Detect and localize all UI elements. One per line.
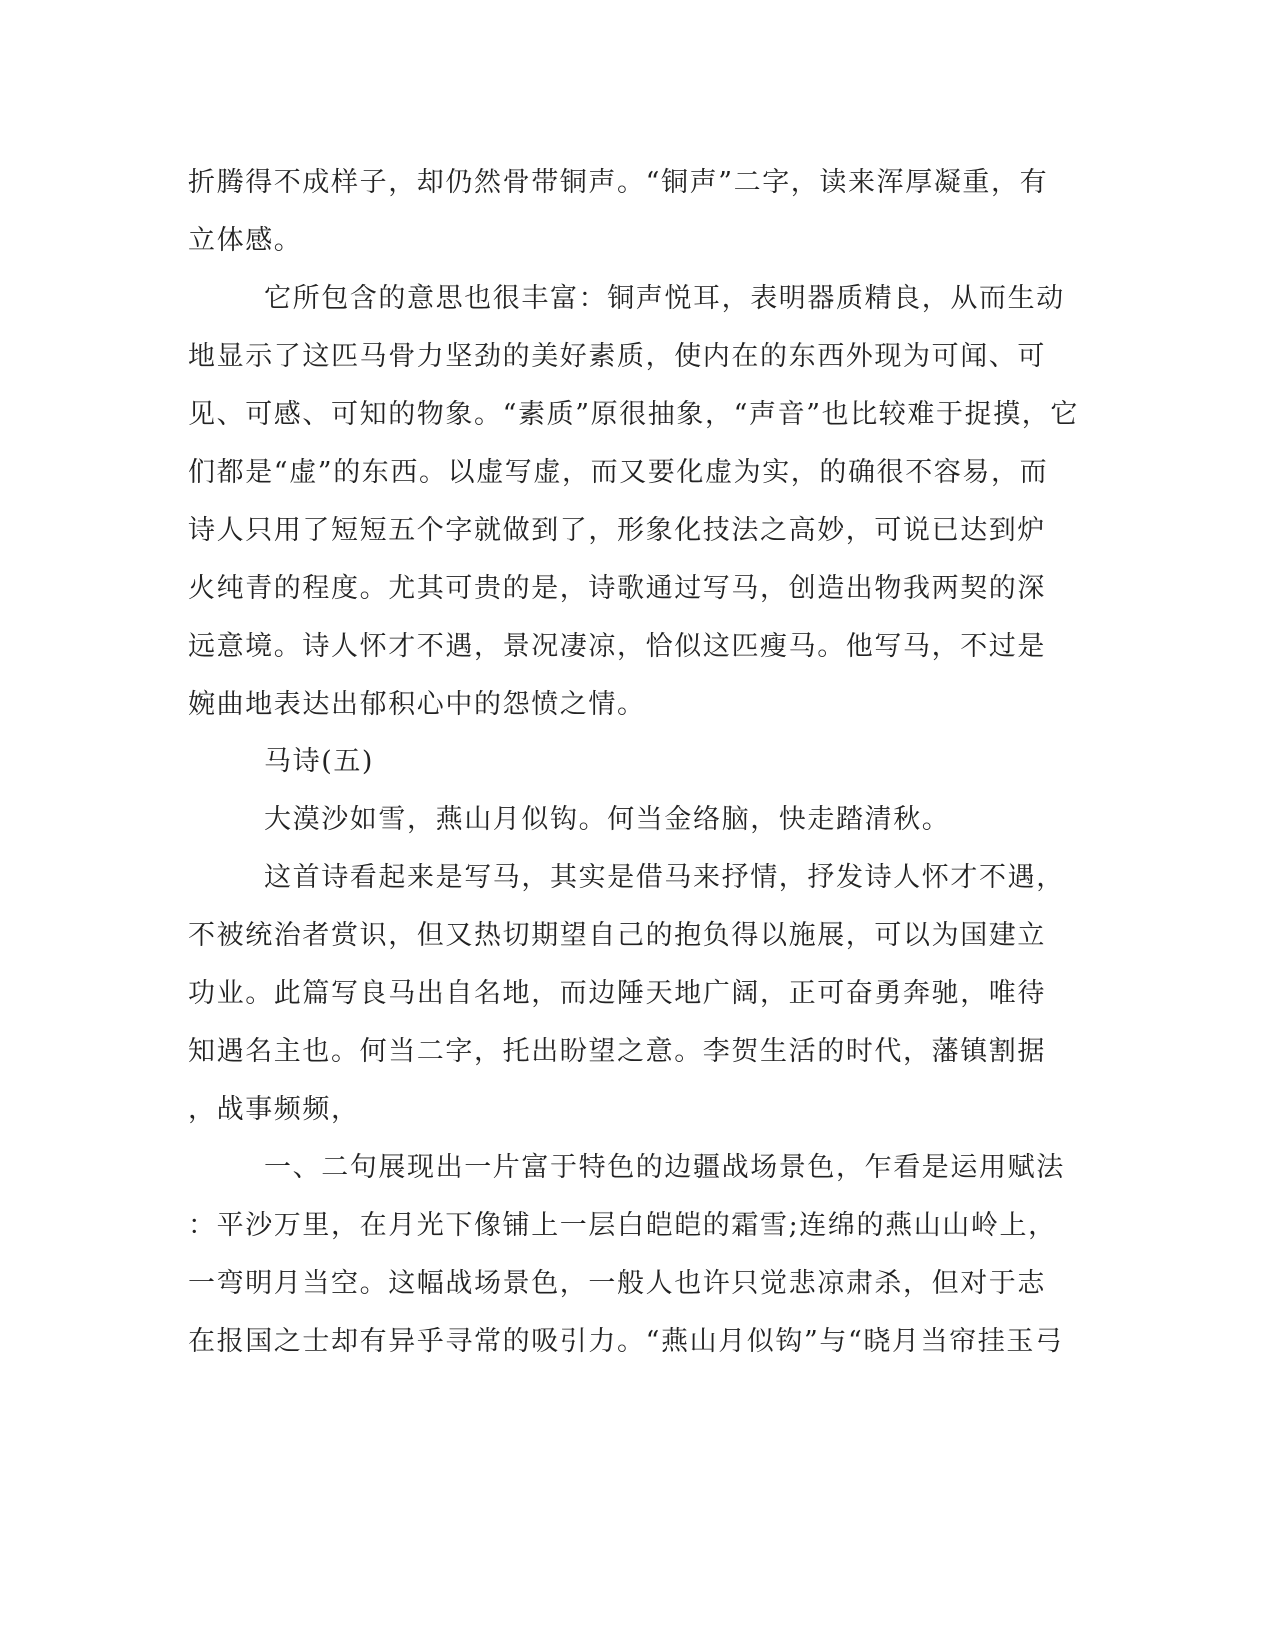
paragraph-start-line: 这首诗看起来是写马，其实是借马来抒情，抒发诗人怀才不遇， (264, 862, 1065, 893)
text-line: 知遇名主也。何当二字，托出盼望之意。李贺生活的时代，藩镇割据 (188, 1036, 1046, 1067)
text-line: 见、可感、可知的物象。“素质”原很抽象，“声音”也比较难于捉摸，它 (188, 399, 1080, 430)
text-line: 功业。此篇写良马出自名地，而边陲天地广阔，正可奋勇奔驰，唯待 (188, 978, 1046, 1009)
text-line: 地显示了这匹马骨力坚劲的美好素质，使内在的东西外现为可闻、可 (188, 341, 1046, 372)
text-line: ，战事频频， (188, 1094, 360, 1125)
text-line: 一弯明月当空。这幅战场景色，一般人也许只觉悲凉肃杀，但对于志 (188, 1268, 1046, 1299)
text-line: 远意境。诗人怀才不遇，景况凄凉，恰似这匹瘦马。他写马，不过是 (188, 631, 1046, 662)
poem-line: 大漠沙如雪，燕山月似钩。何当金络脑，快走踏清秋。 (264, 804, 951, 835)
text-line: 诗人只用了短短五个字就做到了，形象化技法之高妙，可说已达到炉 (188, 515, 1046, 546)
text-line: 立体感。 (188, 225, 303, 256)
paragraph-start-line: 一、二句展现出一片富于特色的边疆战场景色，乍看是运用赋法 (264, 1152, 1065, 1183)
text-line: 火纯青的程度。尤其可贵的是，诗歌通过写马，创造出物我两契的深 (188, 573, 1046, 604)
text-line: 在报国之士却有异乎寻常的吸引力。“燕山月似钩”与“晓月当帘挂玉弓 (188, 1326, 1064, 1357)
text-line: 不被统治者赏识，但又热切期望自己的抱负得以施展，可以为国建立 (188, 920, 1046, 951)
text-line: ：平沙万里，在月光下像铺上一层白皑皑的霜雪;连绵的燕山山岭上， (188, 1210, 1057, 1241)
text-line: 婉曲地表达出郁积心中的怨愤之情。 (188, 689, 646, 720)
section-heading: 马诗(五) (264, 746, 375, 777)
text-line: 们都是“虚”的东西。以虚写虚，而又要化虚为实，的确很不容易，而 (188, 457, 1049, 488)
text-line: 折腾得不成样子，却仍然骨带铜声。“铜声”二字，读来浑厚凝重，有 (188, 167, 1049, 198)
paragraph-start-line: 它所包含的意思也很丰富：铜声悦耳，表明器质精良，从而生动 (264, 283, 1065, 314)
